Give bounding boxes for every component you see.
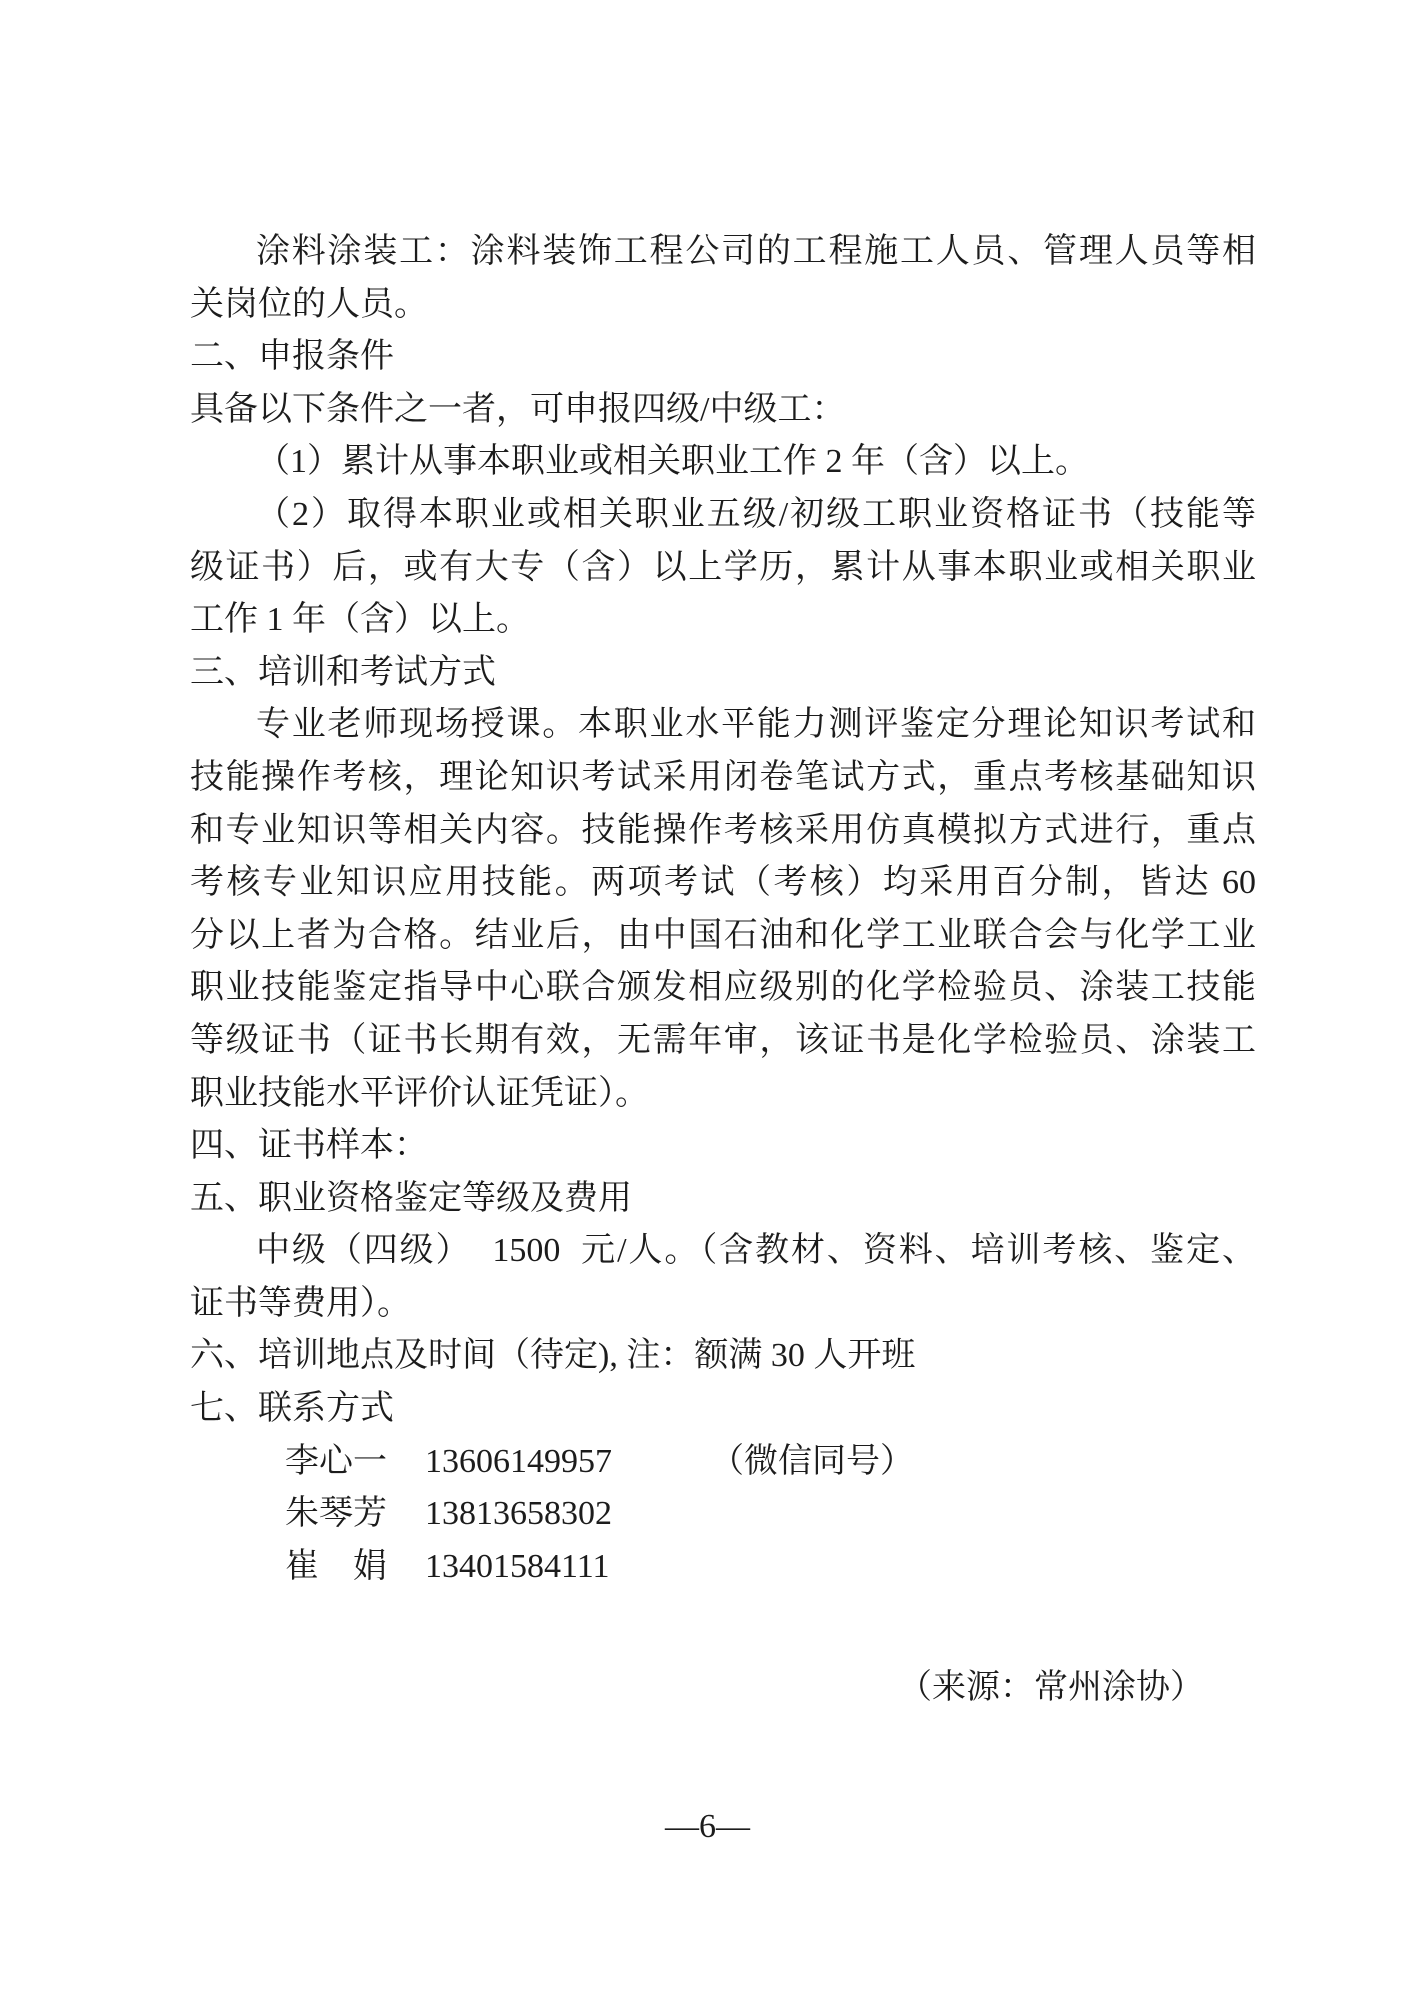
contact-note: （微信同号） <box>710 1442 914 1480</box>
contact-row <box>190 1541 1256 1594</box>
doc-line: 技能操作考核，理论知识考试采用闭卷笔试方式，重点考核基础知识 <box>190 758 1256 796</box>
doc-line: 关岗位的人员。 <box>190 285 428 323</box>
source-note: （来源：常州涂协） <box>898 1669 1204 1706</box>
contact-row <box>190 1488 1256 1541</box>
doc-line: 分以上者为合格。结业后，由中国石油和化学工业联合会与化学工业 <box>190 916 1256 954</box>
doc-line: 二、申报条件 <box>190 338 394 376</box>
contact-phone: 13606149957 <box>425 1442 612 1480</box>
doc-line: （2）取得本职业或相关职业五级/初级工职业资格证书（技能等 <box>256 495 1256 533</box>
doc-line: 级证书）后，或有大专（含）以上学历，累计从事本职业或相关职业 <box>190 548 1256 586</box>
doc-line: 中级（四级） 1500 元/人。（含教材、资料、培训考核、鉴定、 <box>256 1232 1256 1270</box>
document-text-block <box>190 226 1256 1436</box>
doc-line: 七、联系方式 <box>190 1390 394 1428</box>
doc-line: （1）累计从事本职业或相关职业工作 2 年（含）以上。 <box>256 443 1089 481</box>
doc-line: 工作 1 年（含）以上。 <box>190 601 530 639</box>
contact-name: 李心一 <box>285 1442 387 1480</box>
doc-line: 五、职业资格鉴定等级及费用 <box>190 1179 632 1217</box>
doc-line: 职业技能水平评价认证凭证）。 <box>190 1074 649 1112</box>
doc-line: 涂料涂装工：涂料装饰工程公司的工程施工人员、管理人员等相 <box>256 233 1256 270</box>
doc-line: 六、培训地点及时间（待定), 注：额满 30 人开班 <box>190 1337 916 1375</box>
doc-line: 等级证书（证书长期有效，无需年审，该证书是化学检验员、涂装工 <box>190 1021 1256 1059</box>
doc-line: 具备以下条件之一者，可申报四级/中级工： <box>190 390 846 428</box>
contact-list <box>190 1436 1256 1594</box>
doc-line: 四、证书样本： <box>190 1127 428 1165</box>
doc-line: 证书等费用）。 <box>190 1284 411 1322</box>
doc-line: 和专业知识等相关内容。技能操作考核采用仿真模拟方式进行，重点 <box>190 811 1256 849</box>
doc-line: 专业老师现场授课。本职业水平能力测评鉴定分理论知识考试和 <box>256 706 1256 744</box>
document-body <box>190 226 1256 1593</box>
contact-name: 崔 娟 <box>285 1547 387 1585</box>
doc-line: 职业技能鉴定指导中心联合颁发相应级别的化学检验员、涂装工技能 <box>190 969 1256 1007</box>
contact-phone: 13813658302 <box>425 1495 612 1533</box>
contact-row <box>190 1436 1256 1489</box>
doc-line: 三、培训和考试方式 <box>190 653 496 691</box>
contact-phone: 13401584111 <box>425 1547 610 1585</box>
page-number: —6— <box>665 1808 750 1845</box>
doc-line: 考核专业知识应用技能。两项考试（考核）均采用百分制，皆达 60 <box>190 864 1256 902</box>
contact-name: 朱琴芳 <box>285 1495 387 1533</box>
